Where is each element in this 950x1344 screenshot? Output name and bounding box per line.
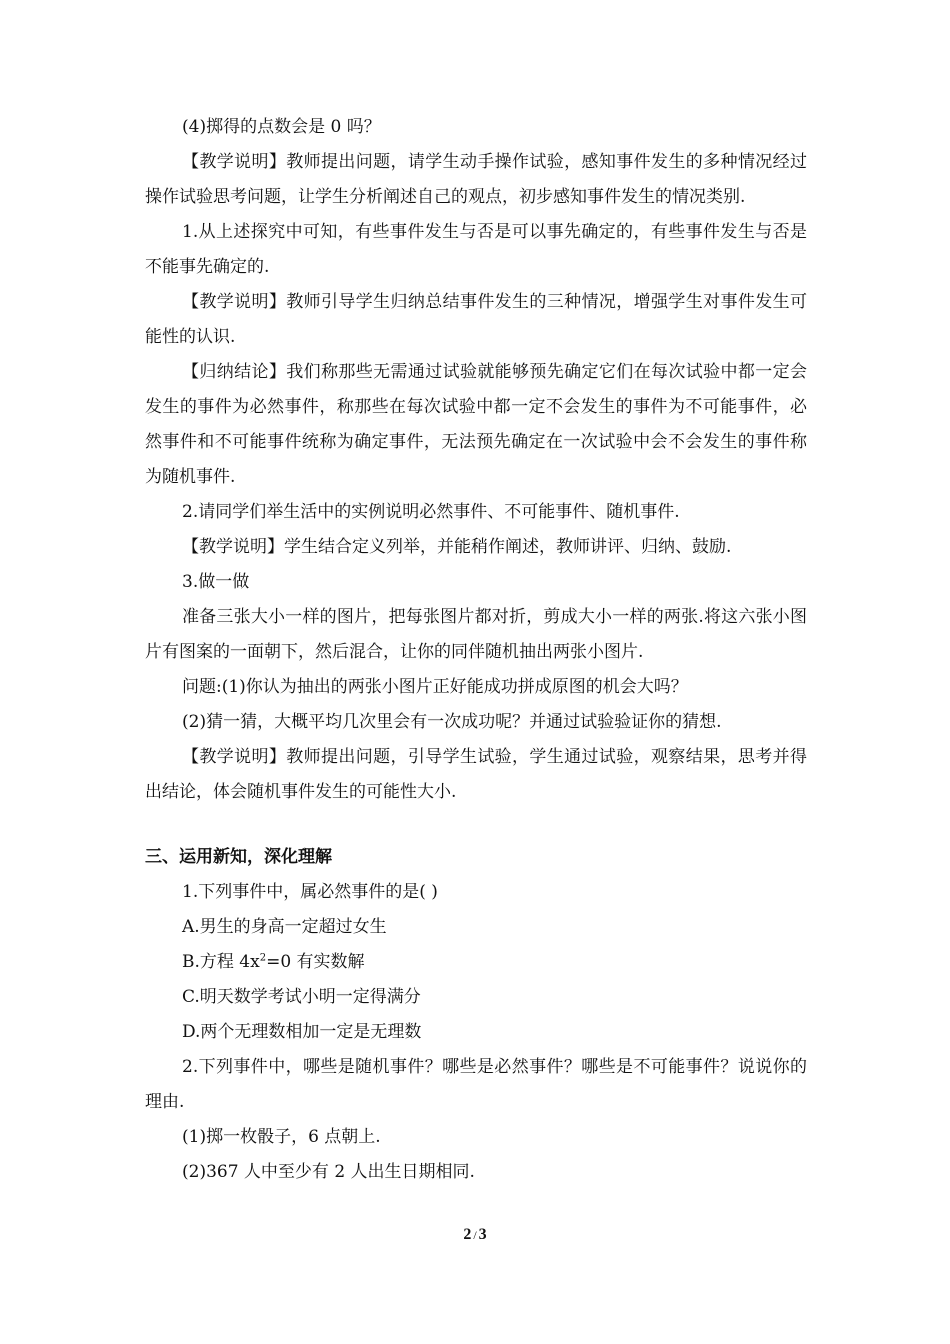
exercise-question-1: 1.下列事件中，属必然事件的是( ) (182, 882, 438, 902)
exercise-question-2: 2.下列事件中，哪些是随机事件？哪些是必然事件？哪些是不可能事件？说说你的理由. (145, 1057, 807, 1112)
option-a: A.男生的身高一定超过女生 (182, 917, 387, 937)
paragraph-point-2: 2.请同学们举生活中的实例说明必然事件、不可能事件、随机事件. (182, 502, 680, 522)
section-heading: 三、运用新知，深化理解 (145, 847, 332, 867)
page-current: 2 (463, 1226, 472, 1243)
paragraph-problem-1: 问题:(1)你认为抽出的两张小图片正好能成功拼成原图的机会大吗？ (182, 677, 688, 697)
page-total: 3 (478, 1226, 487, 1243)
option-b-text-end: =0 有实数解 (266, 952, 365, 972)
exercise-item-1: (1)掷一枚骰子，6 点朝上. (182, 1127, 381, 1147)
paragraph-conclusion: 【归纳结论】我们称那些无需通过试验就能够预先确定它们在每次试验中都一定会发生的事件为必然事件，称那些在每次试验中都一定不会发生的事件为不可能事件，必然事件和不可能事件统称为确定事件，无法预先确定在一次试验中会不会发生的事件称为随机事件. (145, 362, 807, 487)
paragraph-teaching-note-1: 【教学说明】教师提出问题，请学生动手操作试验，感知事件发生的多种情况经过操作试验思考问题，让学生分析阐述自己的观点，初步感知事件发生的情况类别. (145, 152, 807, 207)
paragraph-teaching-note-2: 【教学说明】教师引导学生归纳总结事件发生的三种情况，增强学生对事件发生可能性的认识. (145, 292, 807, 347)
option-b-exponent: 2 (259, 952, 267, 964)
paragraph-problem-2: (2)猜一猜，大概平均几次里会有一次成功呢？并通过试验验证你的猜想. (182, 712, 722, 732)
paragraph-point-3: 3.做一做 (182, 572, 250, 592)
option-c: C.明天数学考试小明一定得满分 (182, 987, 421, 1007)
exercise-item-2: (2)367 人中至少有 2 人出生日期相同. (182, 1162, 475, 1182)
paragraph-teaching-note-3: 【教学说明】学生结合定义列举，并能稍作阐述，教师讲评、归纳、鼓励. (182, 537, 732, 557)
page-separator: / (473, 1228, 477, 1242)
option-b-text: B.方程 4x (182, 952, 260, 972)
document-body (145, 110, 807, 1190)
paragraph-question-4: (4)掷得的点数会是 0 吗？ (182, 117, 381, 137)
paragraph-teaching-note-4: 【教学说明】教师提出问题，引导学生试验，学生通过试验，观察结果，思考并得出结论，体会随机事件发生的可能性大小. (145, 747, 807, 802)
page-number (0, 1226, 950, 1244)
option-b (145, 945, 807, 980)
section-gap (145, 810, 807, 840)
option-d: D.两个无理数相加一定是无理数 (182, 1022, 422, 1042)
paragraph-activity: 准备三张大小一样的图片，把每张图片都对折，剪成大小一样的两张.将这六张小图片有图案的一面朝下，然后混合，让你的同伴随机抽出两张小图片. (145, 607, 807, 662)
paragraph-point-1: 1.从上述探究中可知，有些事件发生与否是可以事先确定的，有些事件发生与否是不能事先确定的. (145, 222, 807, 277)
